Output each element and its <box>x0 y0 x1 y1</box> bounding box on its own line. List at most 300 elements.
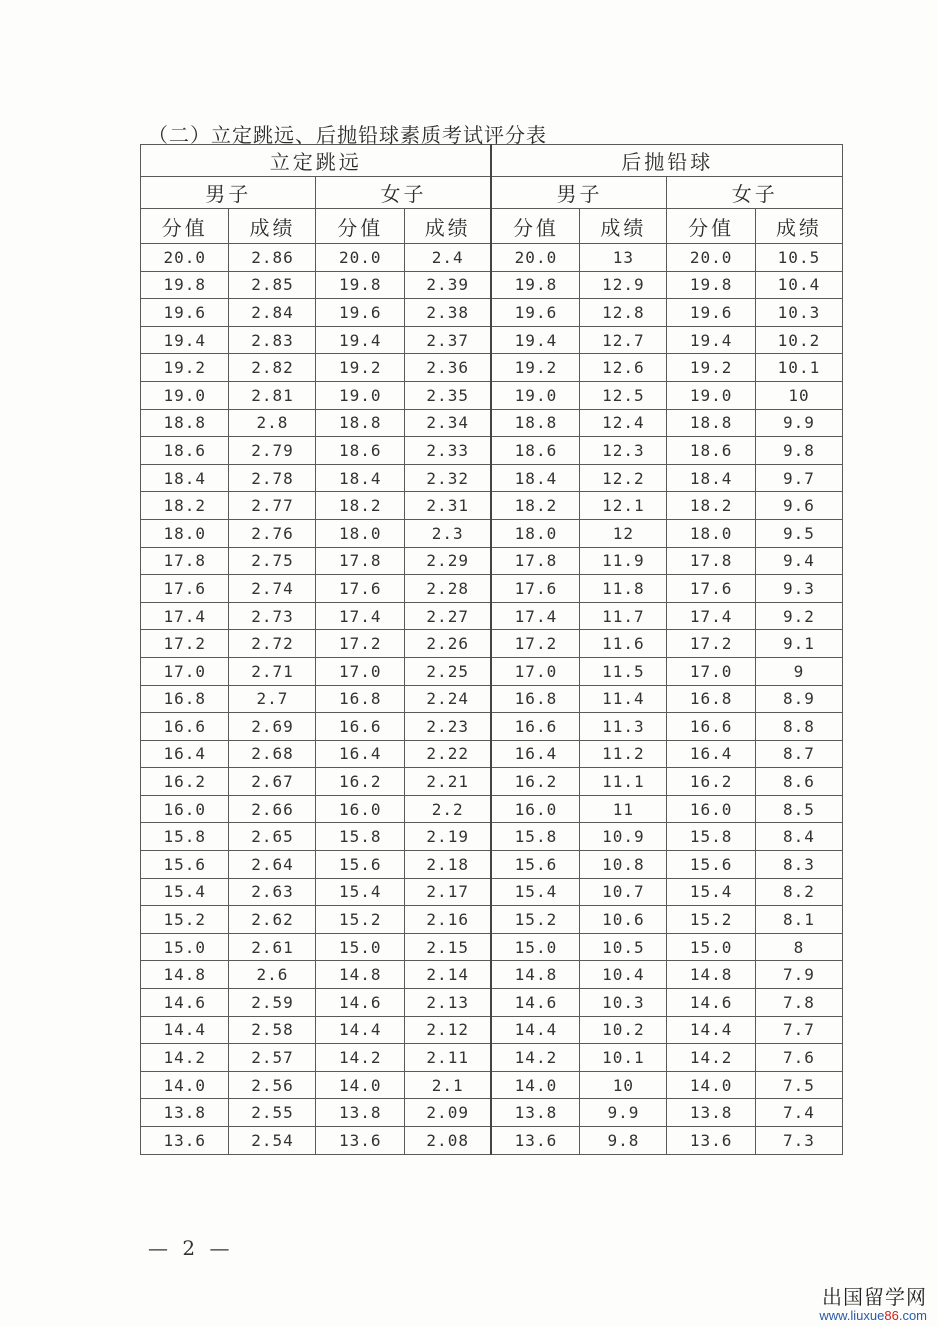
table-row <box>141 1044 843 1072</box>
score-cell: 19.0 <box>667 381 755 409</box>
score-cell: 17.2 <box>316 630 404 658</box>
result-cell: 2.21 <box>404 768 491 796</box>
result-cell: 7.9 <box>755 961 842 989</box>
result-cell: 2.15 <box>404 933 491 961</box>
result-cell: 9.5 <box>755 519 842 547</box>
score-cell: 16.4 <box>141 740 229 768</box>
watermark-url-highlight: 86 <box>884 1308 899 1323</box>
table-row <box>141 823 843 851</box>
result-cell: 12 <box>580 519 667 547</box>
score-cell: 15.8 <box>667 823 755 851</box>
score-cell: 19.2 <box>667 354 755 382</box>
score-cell: 16.6 <box>141 713 229 741</box>
result-cell: 9.8 <box>580 1127 667 1155</box>
score-cell: 19.2 <box>491 354 579 382</box>
gender-header-male: 男子 <box>491 177 666 209</box>
result-cell: 11.1 <box>580 768 667 796</box>
table-row <box>141 1099 843 1127</box>
score-cell: 15.2 <box>141 906 229 934</box>
result-cell: 7.3 <box>755 1127 842 1155</box>
result-cell: 8.8 <box>755 713 842 741</box>
result-cell: 9.1 <box>755 630 842 658</box>
result-cell: 10.4 <box>755 271 842 299</box>
score-cell: 14.2 <box>141 1044 229 1072</box>
score-cell: 18.6 <box>667 437 755 465</box>
score-cell: 13.8 <box>316 1099 404 1127</box>
watermark-url-suffix: .com <box>898 1308 927 1323</box>
watermark-url-prefix: www.liuxue <box>819 1308 885 1323</box>
score-cell: 16.0 <box>491 795 579 823</box>
result-cell: 10 <box>580 1071 667 1099</box>
result-cell: 2.33 <box>404 437 491 465</box>
result-cell: 10.5 <box>580 933 667 961</box>
result-cell: 2.25 <box>404 657 491 685</box>
result-cell: 2.82 <box>229 354 316 382</box>
result-cell: 2.37 <box>404 326 491 354</box>
result-cell: 12.1 <box>580 492 667 520</box>
table-row <box>141 464 843 492</box>
result-cell: 2.4 <box>404 244 491 272</box>
score-cell: 20.0 <box>491 244 579 272</box>
result-cell: 9.7 <box>755 464 842 492</box>
table-row <box>141 740 843 768</box>
column-header-result: 成绩 <box>755 209 842 244</box>
score-cell: 13.6 <box>141 1127 229 1155</box>
result-cell: 12.8 <box>580 299 667 327</box>
result-cell: 8.6 <box>755 768 842 796</box>
score-cell: 17.6 <box>491 575 579 603</box>
result-cell: 2.29 <box>404 547 491 575</box>
score-cell: 16.6 <box>491 713 579 741</box>
score-cell: 15.0 <box>491 933 579 961</box>
score-cell: 18.6 <box>316 437 404 465</box>
result-cell: 2.8 <box>229 409 316 437</box>
table-row <box>141 1071 843 1099</box>
score-cell: 18.0 <box>491 519 579 547</box>
result-cell: 10.8 <box>580 851 667 879</box>
table-row <box>141 244 843 272</box>
score-cell: 16.4 <box>316 740 404 768</box>
result-cell: 12.7 <box>580 326 667 354</box>
score-cell: 15.0 <box>667 933 755 961</box>
score-cell: 15.2 <box>491 906 579 934</box>
score-cell: 15.8 <box>316 823 404 851</box>
score-cell: 14.6 <box>491 989 579 1017</box>
score-cell: 19.8 <box>491 271 579 299</box>
result-cell: 9 <box>755 657 842 685</box>
score-cell: 16.2 <box>667 768 755 796</box>
table-row <box>141 933 843 961</box>
score-cell: 18.2 <box>491 492 579 520</box>
result-cell: 2.67 <box>229 768 316 796</box>
result-cell: 2.73 <box>229 602 316 630</box>
score-cell: 19.8 <box>141 271 229 299</box>
score-cell: 19.0 <box>491 381 579 409</box>
table-row <box>141 851 843 879</box>
result-cell: 11 <box>580 795 667 823</box>
result-cell: 2.32 <box>404 464 491 492</box>
page-number: — 2 — <box>148 1236 234 1260</box>
result-cell: 10.6 <box>580 906 667 934</box>
result-cell: 2.58 <box>229 1016 316 1044</box>
result-cell: 11.5 <box>580 657 667 685</box>
score-cell: 19.0 <box>141 381 229 409</box>
result-cell: 2.28 <box>404 575 491 603</box>
result-cell: 2.74 <box>229 575 316 603</box>
score-cell: 20.0 <box>141 244 229 272</box>
score-table <box>140 144 843 1155</box>
score-cell: 14.8 <box>667 961 755 989</box>
result-cell: 9.3 <box>755 575 842 603</box>
score-cell: 19.2 <box>141 354 229 382</box>
result-cell: 2.83 <box>229 326 316 354</box>
gender-header-female: 女子 <box>667 177 843 209</box>
score-cell: 18.4 <box>316 464 404 492</box>
score-cell: 18.4 <box>491 464 579 492</box>
score-cell: 17.0 <box>141 657 229 685</box>
score-cell: 14.6 <box>316 989 404 1017</box>
result-cell: 10.5 <box>755 244 842 272</box>
result-cell: 9.6 <box>755 492 842 520</box>
result-cell: 10.9 <box>580 823 667 851</box>
score-cell: 17.6 <box>316 575 404 603</box>
result-cell: 2.69 <box>229 713 316 741</box>
result-cell: 8 <box>755 933 842 961</box>
table-row <box>141 878 843 906</box>
result-cell: 2.86 <box>229 244 316 272</box>
column-header-result: 成绩 <box>229 209 316 244</box>
score-cell: 17.4 <box>667 602 755 630</box>
score-cell: 14.4 <box>491 1016 579 1044</box>
result-cell: 12.6 <box>580 354 667 382</box>
score-cell: 18.2 <box>316 492 404 520</box>
result-cell: 2.38 <box>404 299 491 327</box>
score-cell: 14.8 <box>491 961 579 989</box>
score-cell: 19.0 <box>316 381 404 409</box>
score-cell: 19.4 <box>316 326 404 354</box>
score-cell: 16.0 <box>667 795 755 823</box>
result-cell: 10.7 <box>580 878 667 906</box>
result-cell: 2.09 <box>404 1099 491 1127</box>
score-cell: 17.6 <box>667 575 755 603</box>
result-cell: 2.35 <box>404 381 491 409</box>
result-cell: 2.34 <box>404 409 491 437</box>
table-row <box>141 492 843 520</box>
result-cell: 2.3 <box>404 519 491 547</box>
result-cell: 9.2 <box>755 602 842 630</box>
score-cell: 18.0 <box>667 519 755 547</box>
table-row <box>141 1016 843 1044</box>
event-header-backward-shot-throw: 后抛铅球 <box>491 145 842 177</box>
score-cell: 18.0 <box>141 519 229 547</box>
score-cell: 15.6 <box>141 851 229 879</box>
column-header-result: 成绩 <box>580 209 667 244</box>
result-cell: 9.8 <box>755 437 842 465</box>
table-row <box>141 906 843 934</box>
gender-header-female: 女子 <box>316 177 491 209</box>
result-cell: 9.9 <box>580 1099 667 1127</box>
result-cell: 8.2 <box>755 878 842 906</box>
score-cell: 15.4 <box>667 878 755 906</box>
column-header-score: 分值 <box>316 209 404 244</box>
result-cell: 11.2 <box>580 740 667 768</box>
score-cell: 15.0 <box>316 933 404 961</box>
result-cell: 2.19 <box>404 823 491 851</box>
score-cell: 19.8 <box>316 271 404 299</box>
score-cell: 14.2 <box>491 1044 579 1072</box>
result-cell: 7.5 <box>755 1071 842 1099</box>
score-cell: 13.6 <box>316 1127 404 1155</box>
result-cell: 8.9 <box>755 685 842 713</box>
result-cell: 10.2 <box>580 1016 667 1044</box>
result-cell: 2.78 <box>229 464 316 492</box>
score-cell: 16.8 <box>667 685 755 713</box>
score-cell: 17.0 <box>491 657 579 685</box>
score-cell: 17.0 <box>667 657 755 685</box>
result-cell: 2.08 <box>404 1127 491 1155</box>
table-row <box>141 326 843 354</box>
score-cell: 13.6 <box>667 1127 755 1155</box>
score-cell: 16.8 <box>316 685 404 713</box>
result-cell: 12.9 <box>580 271 667 299</box>
result-cell: 11.8 <box>580 575 667 603</box>
result-cell: 10.3 <box>755 299 842 327</box>
event-header-standing-long-jump: 立定跳远 <box>141 145 492 177</box>
result-cell: 2.66 <box>229 795 316 823</box>
score-cell: 15.4 <box>141 878 229 906</box>
result-cell: 2.17 <box>404 878 491 906</box>
score-cell: 14.6 <box>667 989 755 1017</box>
result-cell: 10 <box>755 381 842 409</box>
result-cell: 11.9 <box>580 547 667 575</box>
table-row <box>141 685 843 713</box>
score-cell: 13.6 <box>491 1127 579 1155</box>
result-cell: 12.3 <box>580 437 667 465</box>
result-cell: 10.3 <box>580 989 667 1017</box>
score-cell: 18.8 <box>667 409 755 437</box>
result-cell: 2.56 <box>229 1071 316 1099</box>
score-cell: 18.2 <box>667 492 755 520</box>
score-cell: 17.4 <box>491 602 579 630</box>
result-cell: 10.4 <box>580 961 667 989</box>
score-cell: 15.2 <box>316 906 404 934</box>
score-cell: 18.6 <box>141 437 229 465</box>
table-row <box>141 795 843 823</box>
table-row <box>141 299 843 327</box>
result-cell: 7.4 <box>755 1099 842 1127</box>
result-cell: 8.3 <box>755 851 842 879</box>
result-cell: 2.59 <box>229 989 316 1017</box>
result-cell: 2.16 <box>404 906 491 934</box>
score-cell: 18.6 <box>491 437 579 465</box>
table-row <box>141 713 843 741</box>
table-row <box>141 409 843 437</box>
score-cell: 16.0 <box>141 795 229 823</box>
result-cell: 2.36 <box>404 354 491 382</box>
table-row <box>141 271 843 299</box>
score-cell: 19.4 <box>491 326 579 354</box>
score-cell: 16.6 <box>667 713 755 741</box>
result-cell: 12.2 <box>580 464 667 492</box>
result-cell: 2.81 <box>229 381 316 409</box>
result-cell: 11.6 <box>580 630 667 658</box>
watermark <box>819 1286 927 1323</box>
result-cell: 11.3 <box>580 713 667 741</box>
score-cell: 14.0 <box>141 1071 229 1099</box>
result-cell: 10.1 <box>580 1044 667 1072</box>
result-cell: 8.7 <box>755 740 842 768</box>
result-cell: 2.13 <box>404 989 491 1017</box>
score-cell: 19.4 <box>667 326 755 354</box>
result-cell: 7.7 <box>755 1016 842 1044</box>
score-cell: 14.2 <box>316 1044 404 1072</box>
result-cell: 2.76 <box>229 519 316 547</box>
score-cell: 18.8 <box>316 409 404 437</box>
table-row <box>141 437 843 465</box>
score-cell: 17.8 <box>141 547 229 575</box>
score-cell: 17.4 <box>316 602 404 630</box>
result-cell: 2.61 <box>229 933 316 961</box>
score-cell: 17.4 <box>141 602 229 630</box>
score-cell: 14.2 <box>667 1044 755 1072</box>
result-cell: 2.72 <box>229 630 316 658</box>
result-cell: 2.84 <box>229 299 316 327</box>
score-cell: 19.6 <box>491 299 579 327</box>
result-cell: 2.6 <box>229 961 316 989</box>
score-cell: 15.6 <box>316 851 404 879</box>
result-cell: 2.12 <box>404 1016 491 1044</box>
score-cell: 19.6 <box>141 299 229 327</box>
score-cell: 18.8 <box>141 409 229 437</box>
table-row <box>141 961 843 989</box>
result-cell: 11.4 <box>580 685 667 713</box>
result-cell: 2.68 <box>229 740 316 768</box>
score-cell: 17.6 <box>141 575 229 603</box>
result-cell: 2.64 <box>229 851 316 879</box>
result-cell: 7.6 <box>755 1044 842 1072</box>
result-cell: 2.63 <box>229 878 316 906</box>
score-cell: 16.8 <box>491 685 579 713</box>
result-cell: 2.57 <box>229 1044 316 1072</box>
score-cell: 18.4 <box>141 464 229 492</box>
table-row <box>141 630 843 658</box>
score-cell: 16.8 <box>141 685 229 713</box>
score-cell: 14.4 <box>141 1016 229 1044</box>
score-cell: 16.0 <box>316 795 404 823</box>
result-cell: 8.5 <box>755 795 842 823</box>
score-cell: 20.0 <box>316 244 404 272</box>
score-cell: 19.2 <box>316 354 404 382</box>
score-cell: 15.4 <box>491 878 579 906</box>
score-cell: 13.8 <box>491 1099 579 1127</box>
score-cell: 15.6 <box>667 851 755 879</box>
result-cell: 2.65 <box>229 823 316 851</box>
score-cell: 16.2 <box>141 768 229 796</box>
score-cell: 15.6 <box>491 851 579 879</box>
table-row <box>141 989 843 1017</box>
score-cell: 19.6 <box>316 299 404 327</box>
score-cell: 14.0 <box>667 1071 755 1099</box>
result-cell: 13 <box>580 244 667 272</box>
score-cell: 14.4 <box>667 1016 755 1044</box>
score-cell: 17.2 <box>141 630 229 658</box>
gender-header-male: 男子 <box>141 177 316 209</box>
table-row <box>141 1127 843 1155</box>
table-row <box>141 519 843 547</box>
score-cell: 15.8 <box>141 823 229 851</box>
score-cell: 17.2 <box>667 630 755 658</box>
score-cell: 16.2 <box>491 768 579 796</box>
result-cell: 2.1 <box>404 1071 491 1099</box>
score-cell: 17.2 <box>491 630 579 658</box>
result-cell: 2.39 <box>404 271 491 299</box>
result-cell: 10.2 <box>755 326 842 354</box>
score-cell: 19.8 <box>667 271 755 299</box>
score-cell: 18.0 <box>316 519 404 547</box>
result-cell: 2.24 <box>404 685 491 713</box>
score-cell: 15.2 <box>667 906 755 934</box>
score-cell: 16.4 <box>491 740 579 768</box>
table-row <box>141 602 843 630</box>
result-cell: 9.9 <box>755 409 842 437</box>
result-cell: 2.85 <box>229 271 316 299</box>
score-cell: 16.6 <box>316 713 404 741</box>
result-cell: 2.55 <box>229 1099 316 1127</box>
result-cell: 2.11 <box>404 1044 491 1072</box>
table-row <box>141 381 843 409</box>
score-cell: 14.8 <box>316 961 404 989</box>
score-cell: 15.4 <box>316 878 404 906</box>
score-cell: 14.8 <box>141 961 229 989</box>
result-cell: 11.7 <box>580 602 667 630</box>
score-cell: 19.6 <box>667 299 755 327</box>
result-cell: 2.7 <box>229 685 316 713</box>
result-cell: 2.31 <box>404 492 491 520</box>
score-cell: 13.8 <box>667 1099 755 1127</box>
score-cell: 18.8 <box>491 409 579 437</box>
score-cell: 17.8 <box>316 547 404 575</box>
result-cell: 8.1 <box>755 906 842 934</box>
table-row <box>141 768 843 796</box>
result-cell: 9.4 <box>755 547 842 575</box>
score-cell: 16.4 <box>667 740 755 768</box>
result-cell: 2.2 <box>404 795 491 823</box>
score-cell: 18.2 <box>141 492 229 520</box>
result-cell: 12.4 <box>580 409 667 437</box>
result-cell: 2.62 <box>229 906 316 934</box>
column-header-result: 成绩 <box>404 209 491 244</box>
result-cell: 2.79 <box>229 437 316 465</box>
table-row <box>141 657 843 685</box>
result-cell: 2.26 <box>404 630 491 658</box>
column-header-score: 分值 <box>491 209 579 244</box>
result-cell: 10.1 <box>755 354 842 382</box>
result-cell: 2.18 <box>404 851 491 879</box>
table-row <box>141 547 843 575</box>
score-cell: 17.8 <box>667 547 755 575</box>
score-cell: 18.4 <box>667 464 755 492</box>
score-cell: 20.0 <box>667 244 755 272</box>
score-cell: 15.8 <box>491 823 579 851</box>
score-cell: 17.0 <box>316 657 404 685</box>
result-cell: 8.4 <box>755 823 842 851</box>
column-header-score: 分值 <box>667 209 755 244</box>
result-cell: 2.23 <box>404 713 491 741</box>
score-cell: 15.0 <box>141 933 229 961</box>
score-cell: 19.4 <box>141 326 229 354</box>
result-cell: 2.71 <box>229 657 316 685</box>
score-cell: 14.0 <box>491 1071 579 1099</box>
